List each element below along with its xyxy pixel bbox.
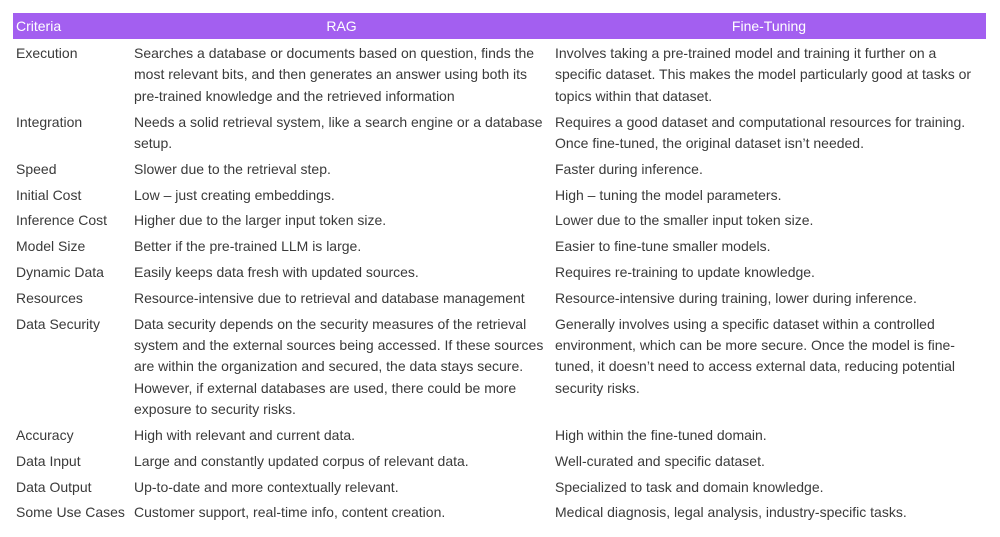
row-criteria: Data Output [16,478,92,495]
row-fine-tuning: Lower due to the smaller input token size. [555,212,814,229]
row-fine-tuning: Specialized to task and domain knowledge. [555,478,824,495]
row-fine-tuning: Involves taking a pre-trained model and training it further on a specific dataset. This makes the model particularly good at tasks or topics within that dataset. [555,45,972,104]
row-criteria: Integration [16,113,83,130]
rag-vs-fine-tuning-table [13,13,986,528]
row-fine-tuning: Well-curated and specific dataset. [555,452,765,469]
table-row [13,425,986,451]
table-row [13,262,986,288]
row-criteria: Accuracy [16,427,74,444]
table-row [13,159,986,185]
row-rag: Easily keeps data fresh with updated sources. [134,264,419,280]
row-rag: Customer support, real-time info, content creation. [134,504,446,521]
row-rag: Up-to-date and more contextually relevant. [134,478,399,495]
table-row [13,185,986,211]
row-fine-tuning: Easier to fine-tune smaller models. [555,238,771,255]
table-row [13,288,986,314]
table-row [13,210,986,236]
table-row [13,477,986,503]
row-criteria: Data Input [16,452,81,469]
table-row [13,502,986,528]
row-rag: High with relevant and current data. [134,427,356,444]
table-row [13,236,986,262]
row-criteria: Initial Cost [16,186,82,203]
row-fine-tuning: Generally involves using a specific dataset within a controlled environment, which can be more secure. Once the model is fine-tuned, it doesn’t need to access external data, reducing potential security risks. [555,315,956,396]
row-fine-tuning: High – tuning the model parameters. [555,186,782,203]
comparison-table-container [13,13,986,528]
row-rag: Needs a solid retrieval system, like a search engine or a database setup. [134,113,543,152]
row-fine-tuning: Medical diagnosis, legal analysis, industry-specific tasks. [555,504,907,521]
header-fine-tuning: Fine-Tuning [552,13,986,39]
row-criteria: Speed [16,160,57,177]
header-criteria: Criteria [13,13,131,39]
row-criteria: Some Use Cases [16,504,125,521]
row-rag: Resource-intensive due to retrieval and database management [134,289,525,306]
row-fine-tuning: High within the fine-tuned domain. [555,427,767,444]
table-row [13,451,986,477]
row-rag: Higher due to the larger input token size. [134,212,387,229]
row-rag: Data security depends on the security measures of the retrieval system and the external sources being accessed. If these sources are within the organization and secured, the data stays secure. However, if external databases are used, there could be more exposure to security risks. [134,315,544,418]
row-criteria: Inference Cost [16,212,108,229]
row-criteria: Dynamic Data [16,264,104,280]
row-criteria: Execution [16,45,78,61]
row-fine-tuning: Requires re-training to update knowledge. [555,264,815,280]
row-rag: Searches a database or documents based on question, finds the most relevant bits, and then generates an answer using both its pre-trained knowledge and the retrieved information [134,45,535,104]
row-fine-tuning: Requires a good dataset and computational resources for training. Once fine-tuned, the original dataset isn’t needed. [555,113,966,152]
table-row [13,39,986,112]
table-row [13,314,986,425]
row-rag: Slower due to the retrieval step. [134,160,331,177]
row-criteria: Data Security [16,315,101,332]
row-criteria: Model Size [16,238,86,255]
table-header-row [13,13,986,39]
header-rag: RAG [131,13,552,39]
row-fine-tuning: Faster during inference. [555,160,703,177]
row-rag: Better if the pre-trained LLM is large. [134,238,362,255]
row-fine-tuning: Resource-intensive during training, lower during inference. [555,289,917,306]
row-criteria: Resources [16,289,83,306]
row-rag: Large and constantly updated corpus of relevant data. [134,452,469,469]
table-row [13,112,986,159]
row-rag: Low – just creating embeddings. [134,186,335,203]
